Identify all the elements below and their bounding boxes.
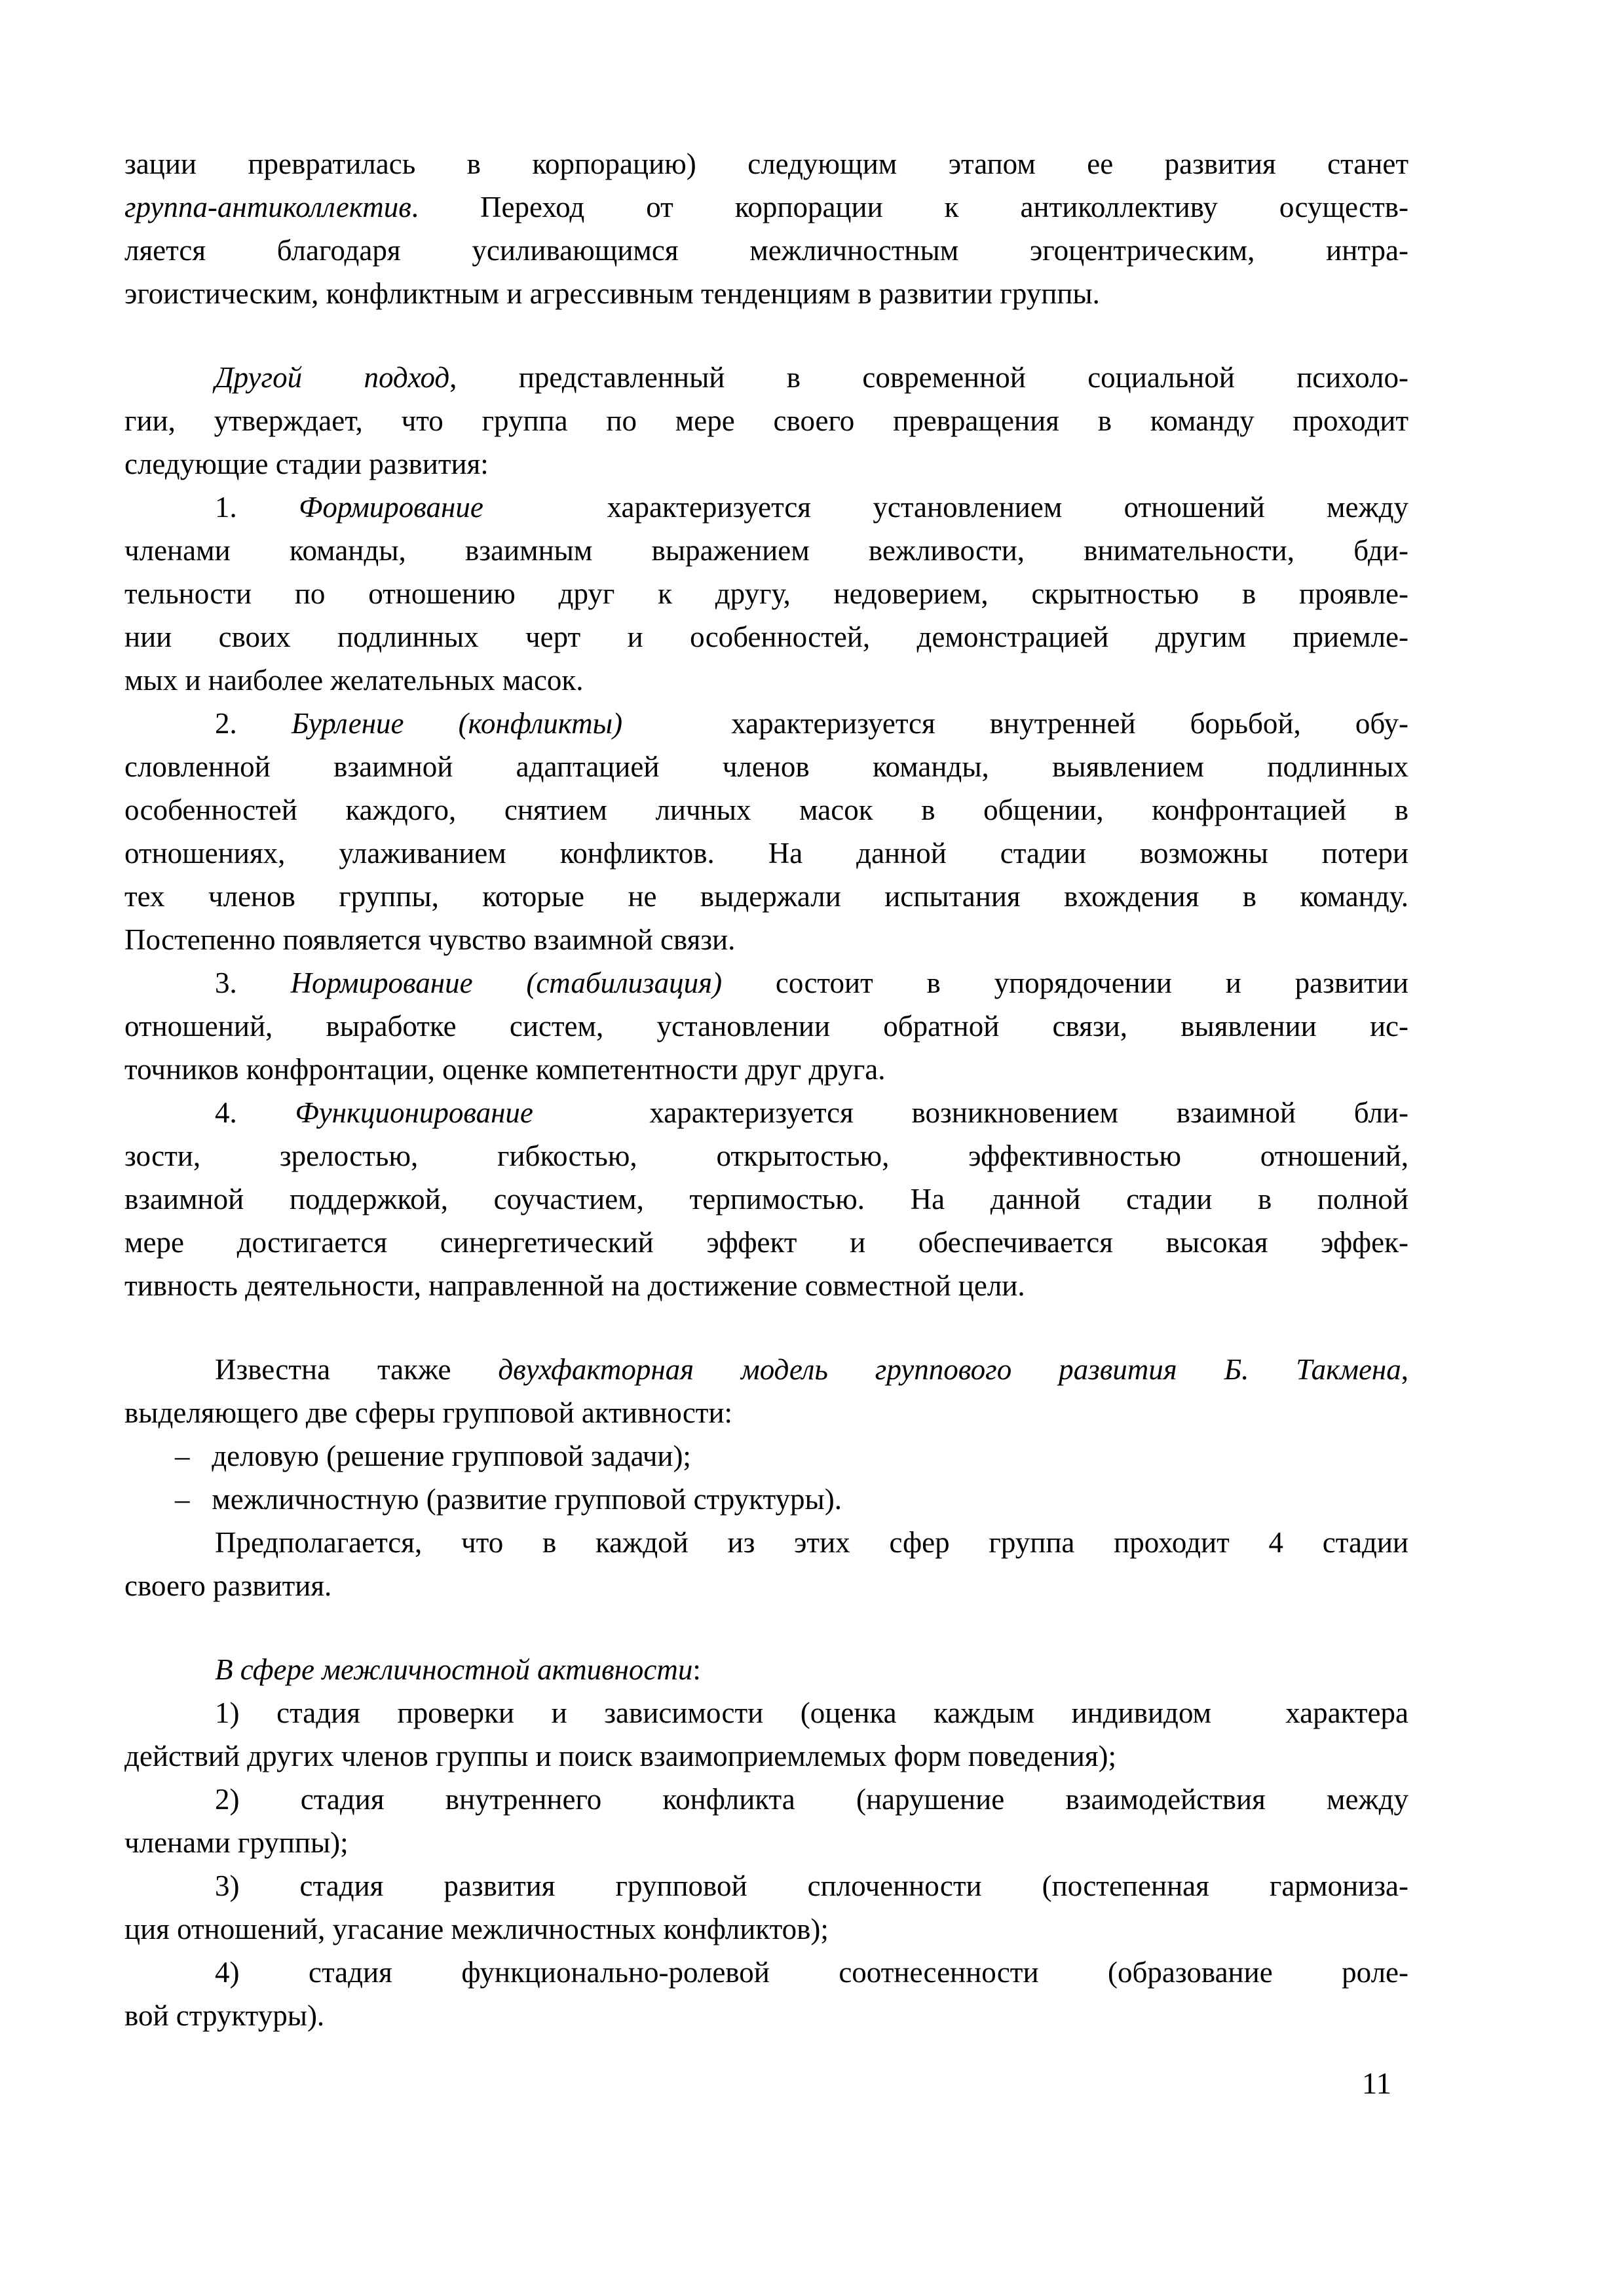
text-run: , представленный в современной социальной психоло- — [449, 361, 1408, 394]
text-line — [124, 1004, 1408, 1048]
text-run: членами группы); — [124, 1826, 349, 1859]
text-line — [124, 1864, 1408, 1907]
text-run: . Переход от корпорации к антиколлективу осуществ- — [411, 191, 1408, 223]
text-line — [124, 788, 1408, 832]
text-run: следующие стадии развития: — [124, 448, 489, 480]
text-line — [124, 1221, 1408, 1264]
text-run: 1) стадия проверки и зависимости (оценка каждым индивидом характера — [215, 1696, 1408, 1729]
text-line — [124, 1434, 1408, 1478]
text-line — [124, 1048, 1408, 1091]
text-run: мых и наиболее желательных масок. — [124, 664, 584, 697]
text-run: , — [1401, 1353, 1408, 1386]
text-line — [124, 1478, 1408, 1521]
text-run: эгоистическим, конфликтным и агрессивным тенденциям в развитии группы. — [124, 277, 1100, 310]
text-line — [124, 1691, 1408, 1734]
text-run: выделяющего две сферы групповой активности: — [124, 1396, 733, 1429]
text-run: зации превратилась в корпорацию) следующим этапом ее развития станет — [124, 147, 1408, 180]
bullet-item — [124, 1478, 1408, 1521]
text-run: : — [692, 1653, 701, 1686]
italic-text-run: Функционирование — [295, 1096, 533, 1129]
paragraph — [124, 1648, 1408, 1691]
text-line — [124, 142, 1408, 185]
text-run: Постепенно появляется чувство взаимной связи. — [124, 923, 736, 956]
text-run: вой структуры). — [124, 1999, 325, 2032]
paragraph — [124, 1348, 1408, 1434]
text-run: 4) стадия функционально-ролевой соотнесенности (образование роле- — [215, 1956, 1408, 1989]
paragraph — [124, 1951, 1408, 2037]
text-line — [124, 745, 1408, 788]
italic-text-run: Другой подход — [215, 361, 450, 394]
text-run: словленной взаимной адаптацией членов команды, выявлением подлинных — [124, 750, 1408, 783]
italic-text-run: Бурление (конфликты) — [291, 707, 623, 740]
text-line — [124, 918, 1408, 961]
text-line — [124, 1734, 1408, 1778]
paragraph — [124, 486, 1408, 702]
text-line — [124, 702, 1408, 745]
text-line — [124, 529, 1408, 572]
paragraph — [124, 142, 1408, 315]
text-run: Предполагается, что в каждой из этих сфер группа проходит 4 стадии — [215, 1526, 1408, 1559]
text-run: особенностей каждого, снятием личных масок в общении, конфронтацией в — [124, 794, 1408, 826]
text-line — [124, 356, 1408, 399]
text-run: тивность деятельности, направленной на достижение совместной цели. — [124, 1269, 1025, 1302]
text-line — [124, 1821, 1408, 1864]
paragraph — [124, 702, 1408, 961]
text-line — [124, 1778, 1408, 1821]
text-run: 3. — [215, 966, 291, 999]
text-run: отношений, выработке систем, установлении обратной связи, выявлении ис- — [124, 1010, 1408, 1043]
bullet-item — [124, 1434, 1408, 1478]
paragraph — [124, 961, 1408, 1091]
text-line — [124, 442, 1408, 486]
text-run: характеризуется внутренней борьбой, обу- — [622, 707, 1408, 740]
page-number: 11 — [1361, 2067, 1391, 2101]
text-run: 1. — [215, 491, 299, 524]
page-content — [124, 142, 1408, 2037]
text-line — [124, 229, 1408, 272]
text-line — [124, 615, 1408, 659]
text-run: взаимной поддержкой, соучастием, терпимостью. На данной стадии в полной — [124, 1183, 1408, 1215]
text-line — [124, 875, 1408, 918]
italic-text-run: группа-антиколлектив — [124, 191, 411, 223]
text-line — [124, 1391, 1408, 1434]
text-run: членами команды, взаимным выражением вежливости, внимательности, бди- — [124, 534, 1408, 567]
text-run: 3) стадия развития групповой сплоченности (постепенная гармониза- — [215, 1869, 1408, 1902]
text-line — [124, 1564, 1408, 1607]
paragraph — [124, 1691, 1408, 1778]
text-run: 4. — [215, 1096, 295, 1129]
text-line — [124, 1907, 1408, 1951]
paragraph — [124, 356, 1408, 486]
text-line — [124, 572, 1408, 615]
italic-text-run: В сфере межличностной активности — [215, 1653, 693, 1686]
text-run: нии своих подлинных черт и особенностей, демонстрацией другим приемле- — [124, 621, 1408, 653]
text-run: своего развития. — [124, 1569, 332, 1602]
paragraph — [124, 1864, 1408, 1951]
paragraph — [124, 1778, 1408, 1864]
text-run: зости, зрелостью, гибкостью, открытостью, эффективностью отношений, — [124, 1139, 1408, 1172]
text-run: состоит в упорядочении и развитии — [722, 966, 1408, 999]
text-run: действий других членов группы и поиск взаимоприемлемых форм поведения); — [124, 1740, 1117, 1772]
text-run: ляется благодаря усиливающимся межличностным эгоцентрическим, интра- — [124, 234, 1408, 267]
text-run: точников конфронтации, оценке компетентности друг друга. — [124, 1053, 886, 1086]
text-line — [124, 272, 1408, 315]
text-run: отношениях, улаживанием конфликтов. На данной стадии возможны потери — [124, 837, 1408, 870]
text-line — [124, 1134, 1408, 1177]
text-run: – деловую (решение групповой задачи); — [175, 1440, 691, 1472]
text-line — [124, 1951, 1408, 1994]
italic-text-run: Формирование — [299, 491, 483, 524]
text-line — [124, 961, 1408, 1004]
text-run: Известна также — [215, 1353, 499, 1386]
text-run: тельности по отношению друг к другу, недоверием, скрытностью в проявле- — [124, 577, 1408, 610]
text-line — [124, 659, 1408, 702]
paragraph — [124, 1521, 1408, 1607]
text-line — [124, 832, 1408, 875]
text-line — [124, 1177, 1408, 1221]
text-run: 2) стадия внутреннего конфликта (нарушение взаимодействия между — [215, 1783, 1408, 1816]
italic-text-run: двухфакторная модель группового развития Б. Такмена — [498, 1353, 1401, 1386]
text-line — [124, 185, 1408, 229]
text-run: характеризуется установлением отношений между — [483, 491, 1408, 524]
text-line — [124, 1264, 1408, 1307]
italic-text-run: Нормирование (стабилизация) — [290, 966, 723, 999]
text-line — [124, 1994, 1408, 2037]
text-run: ция отношений, угасание межличностных конфликтов); — [124, 1913, 829, 1945]
text-line — [124, 1348, 1408, 1391]
text-run: гии, утверждает, что группа по мере своего превращения в команду проходит — [124, 404, 1408, 437]
text-run: 2. — [215, 707, 292, 740]
text-run: мере достигается синергетический эффект и обеспечивается высокая эффек- — [124, 1226, 1408, 1259]
text-line — [124, 1091, 1408, 1134]
text-run: характеризуется возникновением взаимной бли- — [533, 1096, 1408, 1129]
text-line — [124, 1648, 1408, 1691]
text-line — [124, 1521, 1408, 1564]
text-line — [124, 486, 1408, 529]
paragraph — [124, 1091, 1408, 1307]
text-run: – межличностную (развитие групповой структуры). — [175, 1483, 842, 1516]
text-line — [124, 399, 1408, 442]
text-run: тех членов группы, которые не выдержали испытания вхождения в команду. — [124, 880, 1408, 913]
